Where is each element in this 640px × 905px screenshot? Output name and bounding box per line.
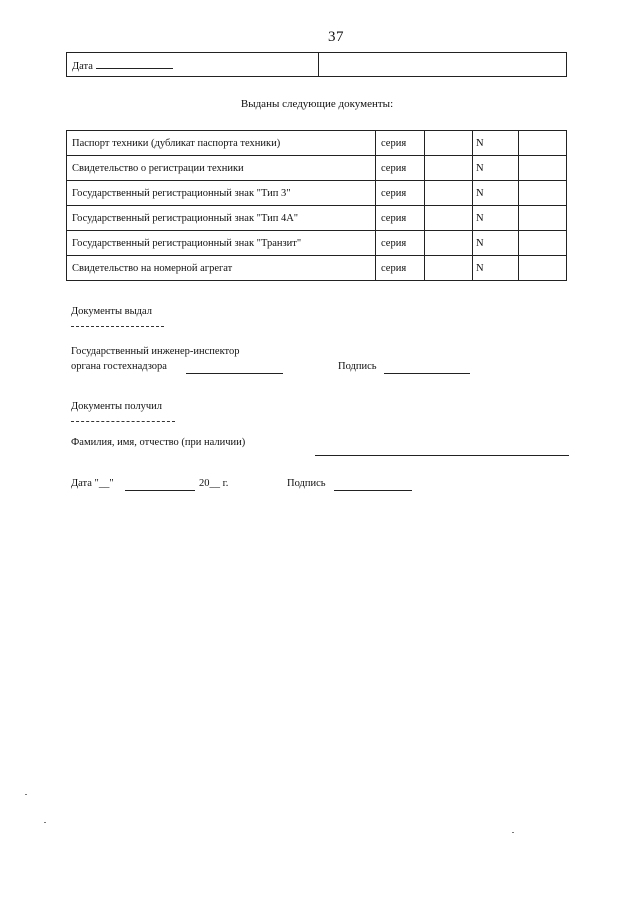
number-label: N [473,131,519,156]
number-label: N [473,256,519,281]
number-label: N [473,156,519,181]
date-year: 20__ г. [199,478,229,489]
series-label: серия [376,131,425,156]
date-line-start: Дата "__" [71,478,114,489]
full-name-label: Фамилия, имя, отчество (при наличии) [71,437,246,448]
issued-documents-title: Выданы следующие документы: [240,98,394,110]
series-value-cell[interactable] [425,181,473,206]
document-name: Государственный регистрационный знак "Тип 4А" [67,206,376,231]
table-row [67,181,567,206]
series-label: серия [376,156,425,181]
document-name: Паспорт техники (дубликат паспорта техники) [67,131,376,156]
number-value-cell[interactable] [519,206,567,231]
issued-by-label: Документы выдал [71,306,153,317]
inspector-title-line2: органа гостехнадзора [71,361,167,372]
issued-by-dash-line [71,326,164,327]
number-value-cell[interactable] [519,156,567,181]
table-row [67,156,567,181]
scan-speck [512,832,514,833]
date-cell [67,53,319,77]
receiver-signature-blank[interactable] [334,490,412,491]
date-table [66,52,567,77]
received-label: Документы получил [71,401,163,412]
series-label: серия [376,256,425,281]
document-name: Государственный регистрационный знак "Тип 3" [67,181,376,206]
inspector-signature-label: Подпись [338,361,377,372]
number-value-cell[interactable] [519,256,567,281]
scan-speck [44,822,46,823]
inspector-signature-blank[interactable] [384,373,470,374]
series-value-cell[interactable] [425,131,473,156]
number-value-cell[interactable] [519,231,567,256]
series-value-cell[interactable] [425,256,473,281]
document-name: Государственный регистрационный знак "Транзит" [67,231,376,256]
table-row [67,206,567,231]
table-row [67,256,567,281]
inspector-title-line1: Государственный инженер-инспектор [71,346,240,357]
table-row [67,231,567,256]
number-label: N [473,206,519,231]
series-label: серия [376,231,425,256]
number-value-cell[interactable] [519,181,567,206]
date-month-blank[interactable] [125,490,195,491]
page-number: 37 [328,29,344,45]
full-name-blank[interactable] [315,455,569,456]
number-value-cell[interactable] [519,131,567,156]
document-name: Свидетельство на номерной агрегат [67,256,376,281]
received-dash-line [71,421,175,422]
inspector-name-blank[interactable] [186,373,283,374]
series-label: серия [376,181,425,206]
table-row [67,131,567,156]
series-label: серия [376,206,425,231]
date-empty-cell [319,53,567,77]
series-value-cell[interactable] [425,156,473,181]
date-blank[interactable] [96,57,173,69]
document-name: Свидетельство о регистрации техники [67,156,376,181]
issued-documents-table [66,130,567,281]
receiver-signature-label: Подпись [287,478,326,489]
scan-speck [25,794,27,795]
date-label: Дата [72,61,93,72]
number-label: N [473,231,519,256]
series-value-cell[interactable] [425,206,473,231]
number-label: N [473,181,519,206]
series-value-cell[interactable] [425,231,473,256]
